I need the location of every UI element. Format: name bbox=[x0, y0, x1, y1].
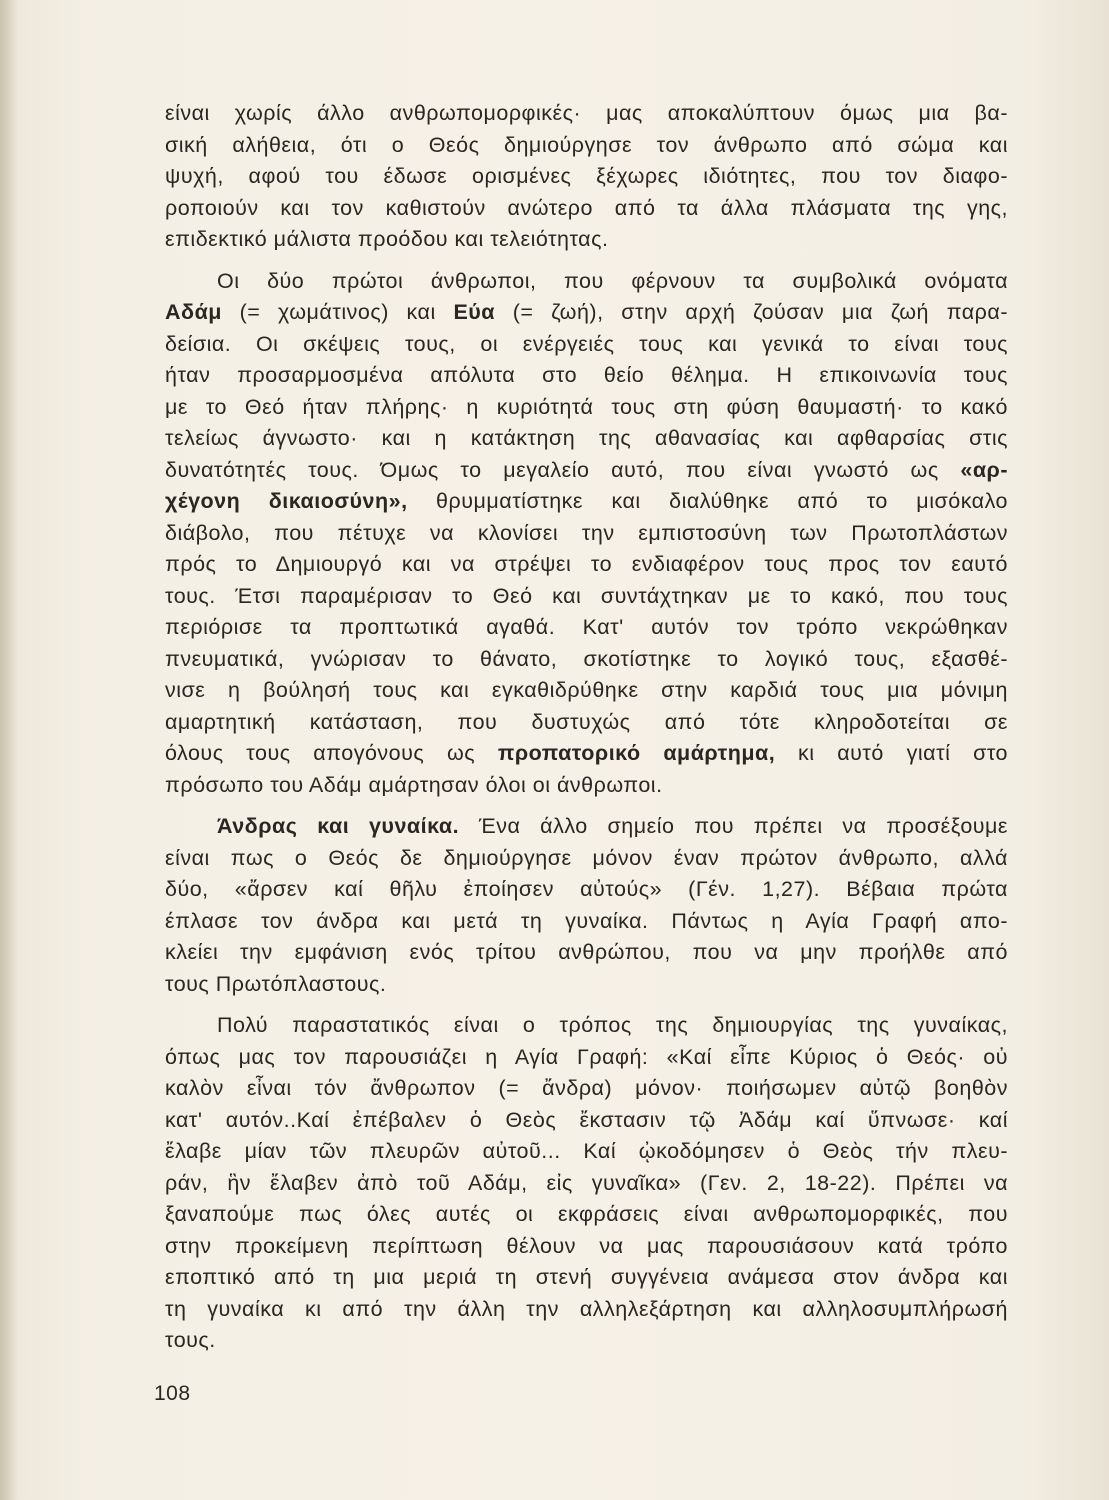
body-text bbox=[165, 98, 1008, 1357]
text-line: τους. Έτσι παραμέρισαν το Θεό και συντάχτηκαν με το κακό, που τους bbox=[165, 583, 1008, 608]
page-number: 108 bbox=[154, 1382, 191, 1405]
term-original-righteousness-cont: χέγονη δικαιοσύνη», bbox=[165, 489, 408, 513]
text-line: είναι χωρίς άλλο ανθρωπομορφικές· μας αποκαλύπτουν όμως μια βα- bbox=[165, 101, 1008, 125]
text-line: πρόσωπο του Αδάμ αμάρτησαν όλοι οι άνθρωποι. bbox=[165, 772, 663, 797]
text-line: ψυχή, αφού του έδωσε ορισμένες ξέχωρες ιδιότητες, που τον διαφο- bbox=[165, 164, 1008, 188]
text-line: δείσια. Οι σκέψεις τους, οι ενέργειές τους και γενικά το είναι τους bbox=[165, 331, 1008, 356]
term-eva: Εύα bbox=[453, 300, 496, 324]
text-line: έπλασε τον άνδρα και μετά τη γυναίκα. Πάντως η Αγία Γραφή απο- bbox=[165, 908, 1008, 933]
text-line: διάβολο, που πέτυχε να κλονίσει την εμπιστοσύνη των Πρωτοπλάστων bbox=[165, 520, 1008, 545]
text-line: τη γυναίκα κι από την άλλη την αλληλεξάρτηση και αλληλοσυμπλήρωσή bbox=[165, 1296, 1008, 1321]
text-line: νισε η βούλησή τους και εγκαθιδρύθηκε στην καρδιά τους μια μόνιμη bbox=[165, 678, 1008, 702]
term-adam: Αδάμ bbox=[165, 300, 222, 324]
term-original-sin: προπατορικό αμάρτημα, bbox=[497, 741, 776, 765]
text-line: περιόρισε τα προπτωτικά αγαθά. Κατ' αυτόν τον τρόπο νεκρώθηκαν bbox=[165, 615, 1008, 639]
text-line: Οι δύο πρώτοι άνθρωποι, που φέρνουν τα συμβολικά ονόματα bbox=[217, 268, 1008, 293]
text-line: δυνατότητές τους. Όμως το μεγαλείο αυτό, που είναι γνωστό ως «αρ- bbox=[165, 457, 1008, 482]
text-line: είναι πως ο Θεός δε δημιούργησε μόνον έναν πρώτον άνθρωπο, αλλά bbox=[165, 845, 1008, 870]
text-line: όπως μας τον παρουσιάζει η Αγία Γραφή: «Καί εἶπε Κύριος ὁ Θεός· οὐ bbox=[165, 1044, 1008, 1069]
text-line: ροποιούν και τον καθιστούν ανώτερο από τα άλλα πλάσματα της γης, bbox=[165, 195, 1008, 220]
text-line: χέγονη δικαιοσύνη», θρυμματίστηκε και διαλύθηκε από το μισόκαλο bbox=[165, 489, 1008, 513]
text-line: εποπτικό από τη μια μεριά τη στενή συγγένεια ανάμεσα στον άνδρα και bbox=[165, 1265, 1008, 1289]
text-line: σική αλήθεια, ότι ο Θεός δημιούργησε τον άνθρωπο από σώμα και bbox=[165, 132, 1008, 157]
text-line: Αδάμ (= χωμάτινος) και Εύα (= ζωή), στην αρχή ζούσαν μια ζωή παρα- bbox=[165, 300, 1008, 324]
text-line: ἔλαβε μίαν τῶν πλευρῶν αὐτοῦ... Καί ᾠκοδόμησεν ὁ Θεὸς τήν πλευ- bbox=[165, 1139, 1008, 1163]
paragraph-3 bbox=[165, 811, 1008, 1000]
text-line: τους Πρωτόπλαστους. bbox=[165, 971, 387, 996]
text-line: με το Θεό ήταν πλήρης· η κυριότητά τους στη φύση θαυμαστή· το κακό bbox=[165, 394, 1008, 419]
text-line: κατ' αυτόν..Καί ἐπέβαλεν ὁ Θεὸς ἔκστασιν τῷ Ἀδάμ καί ὕπνωσε· καί bbox=[165, 1107, 1008, 1132]
text-line: αμαρτητική κατάσταση, που δυστυχώς από τότε κληροδοτείται σε bbox=[165, 709, 1008, 734]
text-line: τους. bbox=[165, 1328, 216, 1352]
text-line: τελείως άγνωστο· και η κατάκτηση της αθανασίας και αφθαρσίας στις bbox=[165, 426, 1008, 450]
text-line: επιδεκτικό μάλιστα προόδου και τελειότητας. bbox=[165, 227, 609, 251]
text-line: δύο, «ἄρσεν καί θῆλυ ἐποίησεν αὐτούς» (Γέν. 1,27). Βέβαια πρώτα bbox=[165, 877, 1008, 901]
paragraph-1 bbox=[165, 98, 1008, 256]
text-line: ράν, ἣν ἔλαβεν ἀπὸ τοῦ Αδάμ, εἰς γυναῖκα» (Γεν. 2, 18-22). Πρέπει να bbox=[165, 1170, 1008, 1195]
text-line: κλείει την εμφάνιση ενός τρίτου ανθρώπου, που να μην προήλθε από bbox=[165, 940, 1008, 964]
paragraph-4 bbox=[165, 1010, 1008, 1357]
paragraph-2 bbox=[165, 266, 1008, 802]
text-line: Πολύ παραστατικός είναι ο τρόπος της δημιουργίας της γυναίκας, bbox=[217, 1013, 1008, 1037]
term-original-righteousness: «αρ- bbox=[960, 457, 1008, 482]
text-line: στην προκείμενη περίπτωση θέλουν να μας παρουσιάσουν κατά τρόπο bbox=[165, 1233, 1008, 1258]
text-line: Άνδρας και γυναίκα. Ένα άλλο σημείο που πρέπει να προσέξουμε bbox=[217, 814, 1009, 838]
text-line: ήταν προσαρμοσμένα απόλυτα στο θείο θέλημα. Η επικοινωνία τους bbox=[165, 363, 1008, 387]
section-heading-man-and-woman: Άνδρας και γυναίκα. bbox=[217, 814, 460, 838]
text-line: όλους τους απογόνους ως προπατορικό αμάρτημα, κι αυτό γιατί στο bbox=[165, 741, 1009, 765]
text-line: ξαναπούμε πως όλες αυτές οι εκφράσεις είναι ανθρωπομορφικές, που bbox=[165, 1202, 1008, 1226]
text-line: πρός το Δημιουργό και να στρέψει το ενδιαφέρον τους προς τον εαυτό bbox=[165, 552, 1008, 576]
text-line: καλὸν εἶναι τόν ἄνθρωπον (= ἄνδρα) μόνον· ποιήσωμεν αὐτῷ βοηθὸν bbox=[165, 1076, 1008, 1100]
text-line: πνευματικά, γνώρισαν το θάνατο, σκοτίστηκε το λογικό τους, εξασθέ- bbox=[165, 646, 1008, 671]
